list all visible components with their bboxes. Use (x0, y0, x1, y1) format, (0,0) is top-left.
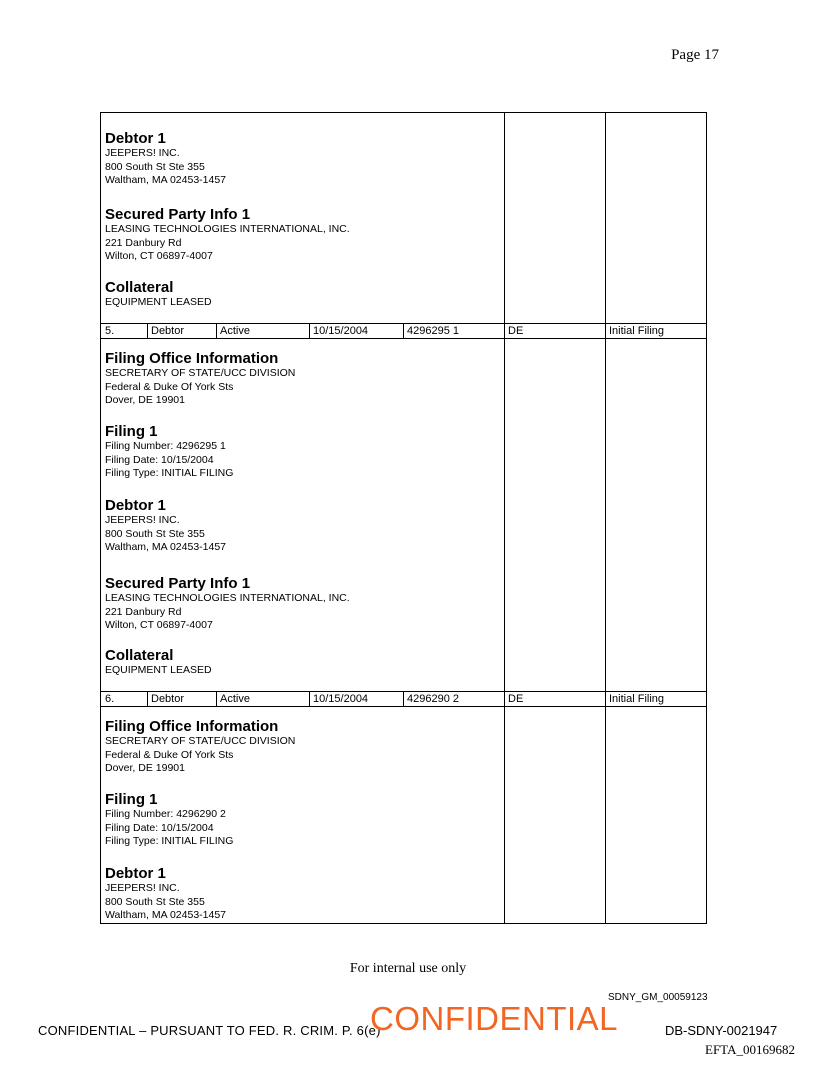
section-block (105, 130, 505, 188)
table-row-5 (101, 323, 706, 339)
section-line: Wilton, CT 06897-4007 (105, 619, 213, 631)
row-party-type: Debtor (151, 325, 185, 337)
section-heading: Collateral (105, 279, 174, 296)
section-line: 800 South St Ste 355 (105, 160, 205, 173)
column-divider (605, 113, 606, 923)
section-line: Waltham, MA 02453-1457 (105, 541, 227, 553)
section-heading: Debtor 1 (105, 130, 166, 147)
section-line: Filing Date: 10/15/2004 (105, 453, 214, 466)
section-block (105, 497, 505, 555)
section-line: Waltham, MA 02453-1457 (105, 909, 227, 921)
section-block (105, 647, 505, 678)
records-table (100, 112, 707, 924)
table-row-6 (101, 691, 706, 707)
section-line: JEEPERS! INC. (105, 514, 180, 526)
row-status: Active (220, 693, 250, 705)
section-heading: Filing Office Information (105, 350, 279, 367)
section-block (105, 718, 505, 776)
section-block (105, 279, 505, 310)
row-status: Active (220, 325, 250, 337)
section-heading: Debtor 1 (105, 865, 166, 882)
row-state: DE (508, 693, 524, 705)
section-block (105, 423, 505, 481)
section-line: SECRETARY OF STATE/UCC DIVISION (105, 735, 296, 747)
section-line: Waltham, MA 02453-1457 (105, 174, 227, 186)
row-filing-number: 4296295 1 (407, 325, 459, 337)
row-party-type: Debtor (151, 693, 185, 705)
section-line: LEASING TECHNOLOGIES INTERNATIONAL, INC. (105, 223, 350, 235)
section-line: Filing Type: INITIAL FILING (105, 467, 234, 479)
confidential-notice: CONFIDENTIAL – PURSUANT TO FED. R. CRIM. P. 6(e) (38, 1023, 381, 1038)
confidential-stamp: CONFIDENTIAL (370, 1000, 619, 1037)
section-heading: Debtor 1 (105, 497, 166, 514)
section-line: Filing Number: 4296290 2 (105, 808, 226, 820)
section-block (105, 350, 505, 408)
row-filing-date: 10/15/2004 (313, 325, 369, 337)
section-block (105, 865, 505, 923)
section-heading: Collateral (105, 647, 174, 664)
section-heading: Secured Party Info 1 (105, 206, 251, 223)
section-line: Filing Date: 10/15/2004 (105, 821, 214, 834)
section-heading: Secured Party Info 1 (105, 575, 251, 592)
section-block (105, 575, 505, 633)
section-line: 800 South St Ste 355 (105, 895, 205, 908)
section-line: Wilton, CT 06897-4007 (105, 250, 213, 262)
section-line: Federal & Duke Of York Sts (105, 748, 234, 761)
section-heading: Filing Office Information (105, 718, 279, 735)
section-line: Federal & Duke Of York Sts (105, 380, 234, 393)
page-number: Page 17 (671, 47, 719, 63)
section-line: 800 South St Ste 355 (105, 527, 205, 540)
section-line: Filing Type: INITIAL FILING (105, 835, 234, 847)
internal-use-note: For internal use only (349, 961, 467, 976)
bates-sdny-number: SDNY_GM_00059123 (608, 992, 708, 1003)
row-filing-number: 4296290 2 (407, 693, 459, 705)
row-number: 5. (105, 325, 115, 337)
row-number: 6. (105, 693, 115, 705)
section-line: JEEPERS! INC. (105, 882, 180, 894)
section-line: Dover, DE 19901 (105, 762, 185, 774)
section-block (105, 791, 505, 849)
row-filing-type: Initial Filing (609, 693, 665, 705)
section-line: JEEPERS! INC. (105, 147, 180, 159)
section-line: Dover, DE 19901 (105, 394, 185, 406)
section-heading: Filing 1 (105, 791, 158, 808)
row-filing-type: Initial Filing (609, 325, 665, 337)
section-line: EQUIPMENT LEASED (105, 664, 212, 676)
row-state: DE (508, 325, 524, 337)
section-line: 221 Danbury Rd (105, 605, 182, 618)
section-line: 221 Danbury Rd (105, 236, 182, 249)
row-filing-date: 10/15/2004 (313, 693, 369, 705)
section-line: Filing Number: 4296295 1 (105, 440, 226, 452)
section-heading: Filing 1 (105, 423, 158, 440)
bates-efta-number: EFTA_00169682 (705, 1042, 795, 1057)
section-block (105, 206, 505, 264)
section-line: LEASING TECHNOLOGIES INTERNATIONAL, INC. (105, 592, 350, 604)
bates-db-number: DB-SDNY-0021947 (665, 1023, 778, 1038)
section-line: SECRETARY OF STATE/UCC DIVISION (105, 367, 296, 379)
section-line: EQUIPMENT LEASED (105, 296, 212, 308)
